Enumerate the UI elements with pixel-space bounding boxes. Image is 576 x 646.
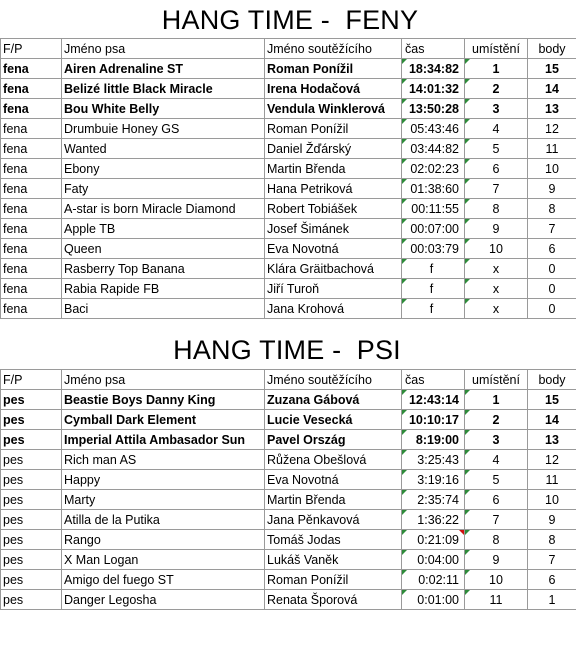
cell-points: 6 — [528, 239, 576, 259]
cell-place: 7 — [465, 510, 528, 530]
cell-dog-name: Airen Adrenaline ST — [62, 59, 265, 79]
cell-fp: pes — [1, 430, 62, 450]
table-row — [1, 390, 576, 410]
cell-points: 10 — [528, 490, 576, 510]
cell-fp: fena — [1, 299, 62, 319]
cell-handler-name: Lukáš Vaněk — [265, 550, 402, 570]
females-title: HANG TIME - FENY — [161, 5, 419, 35]
cell-points: 8 — [528, 199, 576, 219]
males-table-body — [1, 370, 576, 610]
cell-fp: pes — [1, 570, 62, 590]
females-header-row — [1, 39, 576, 59]
table-row — [1, 159, 576, 179]
cell-dog-name: Marty — [62, 490, 265, 510]
table-row — [1, 79, 576, 99]
cell-place: 8 — [465, 530, 528, 550]
males-table — [0, 369, 576, 610]
cell-time: 18:34:82 — [402, 59, 465, 79]
cell-points: 12 — [528, 450, 576, 470]
cell-place: 11 — [465, 590, 528, 610]
cell-dog-name: Happy — [62, 470, 265, 490]
header-time: čas — [402, 39, 465, 59]
cell-points: 1 — [528, 590, 576, 610]
cell-dog-name: Cymball Dark Element — [62, 410, 265, 430]
males-header-row — [1, 370, 576, 390]
table-row — [1, 590, 576, 610]
cell-place: 9 — [465, 219, 528, 239]
cell-dog-name: Atilla de la Putika — [62, 510, 265, 530]
cell-place: 3 — [465, 430, 528, 450]
cell-handler-name: Vendula Winklerová — [265, 99, 402, 119]
cell-fp: pes — [1, 590, 62, 610]
cell-time: 05:43:46 — [402, 119, 465, 139]
cell-points: 7 — [528, 219, 576, 239]
header-handler-name: Jméno soutěžícího — [265, 39, 402, 59]
cell-fp: pes — [1, 470, 62, 490]
cell-handler-name: Tomáš Jodas — [265, 530, 402, 550]
cell-handler-name: Lucie Vesecká — [265, 410, 402, 430]
cell-handler-name: Klára Gräitbachová — [265, 259, 402, 279]
cell-place: 6 — [465, 490, 528, 510]
cell-fp: fena — [1, 259, 62, 279]
cell-handler-name: Irena Hodačová — [265, 79, 402, 99]
females-table — [0, 38, 576, 319]
header-fp: F/P — [1, 39, 62, 59]
cell-time: 12:43:14 — [402, 390, 465, 410]
cell-handler-name: Jana Krohová — [265, 299, 402, 319]
cell-time: 0:04:00 — [402, 550, 465, 570]
cell-fp: fena — [1, 279, 62, 299]
cell-place: 5 — [465, 470, 528, 490]
table-row — [1, 299, 576, 319]
cell-handler-name: Zuzana Gábová — [265, 390, 402, 410]
table-row — [1, 530, 576, 550]
cell-place: 4 — [465, 450, 528, 470]
cell-time: 8:19:00 — [402, 430, 465, 450]
cell-points: 11 — [528, 470, 576, 490]
cell-place: 3 — [465, 99, 528, 119]
cell-handler-name: Hana Petriková — [265, 179, 402, 199]
cell-dog-name: Drumbuie Honey GS — [62, 119, 265, 139]
males-title: HANG TIME - PSI — [173, 335, 401, 365]
cell-fp: fena — [1, 219, 62, 239]
cell-handler-name: Martin Břenda — [265, 490, 402, 510]
cell-fp: pes — [1, 390, 62, 410]
cell-place: 8 — [465, 199, 528, 219]
cell-handler-name: Pavel Ország — [265, 430, 402, 450]
cell-time: 2:35:74 — [402, 490, 465, 510]
cell-time: 1:36:22 — [402, 510, 465, 530]
cell-handler-name: Jana Pěnkavová — [265, 510, 402, 530]
header-points: body — [528, 39, 576, 59]
cell-time: 3:25:43 — [402, 450, 465, 470]
cell-fp: fena — [1, 139, 62, 159]
cell-time: 00:03:79 — [402, 239, 465, 259]
table-row — [1, 119, 576, 139]
cell-points: 0 — [528, 299, 576, 319]
cell-time: 01:38:60 — [402, 179, 465, 199]
cell-handler-name: Roman Ponížil — [265, 570, 402, 590]
cell-fp: fena — [1, 79, 62, 99]
cell-fp: fena — [1, 59, 62, 79]
cell-dog-name: Apple TB — [62, 219, 265, 239]
cell-time: f — [402, 259, 465, 279]
table-row — [1, 510, 576, 530]
cell-dog-name: Rasberry Top Banana — [62, 259, 265, 279]
cell-dog-name: Faty — [62, 179, 265, 199]
cell-points: 0 — [528, 279, 576, 299]
cell-time: 13:50:28 — [402, 99, 465, 119]
cell-fp: pes — [1, 530, 62, 550]
cell-place: x — [465, 259, 528, 279]
females-table-body — [1, 39, 576, 319]
cell-place: x — [465, 299, 528, 319]
table-row — [1, 410, 576, 430]
cell-points: 15 — [528, 390, 576, 410]
cell-points: 13 — [528, 430, 576, 450]
table-row — [1, 279, 576, 299]
cell-dog-name: Amigo del fuego ST — [62, 570, 265, 590]
cell-time: 0:21:09 — [402, 530, 465, 550]
cell-points: 14 — [528, 79, 576, 99]
table-row — [1, 570, 576, 590]
cell-fp: fena — [1, 119, 62, 139]
cell-place: 1 — [465, 59, 528, 79]
cell-handler-name: Eva Novotná — [265, 239, 402, 259]
cell-dog-name: Rango — [62, 530, 265, 550]
cell-place: 2 — [465, 79, 528, 99]
table-row — [1, 450, 576, 470]
cell-points: 14 — [528, 410, 576, 430]
cell-points: 0 — [528, 259, 576, 279]
header-place: umístění — [465, 370, 528, 390]
table-row — [1, 430, 576, 450]
table-row — [1, 59, 576, 79]
cell-place: 6 — [465, 159, 528, 179]
cell-time: 0:02:11 — [402, 570, 465, 590]
cell-time: 0:01:00 — [402, 590, 465, 610]
cell-dog-name: Baci — [62, 299, 265, 319]
table-row — [1, 219, 576, 239]
cell-place: x — [465, 279, 528, 299]
table-row — [1, 99, 576, 119]
cell-time: 02:02:23 — [402, 159, 465, 179]
cell-fp: fena — [1, 199, 62, 219]
cell-place: 7 — [465, 179, 528, 199]
cell-place: 10 — [465, 239, 528, 259]
cell-handler-name: Daniel Žďárský — [265, 139, 402, 159]
cell-place: 2 — [465, 410, 528, 430]
cell-handler-name: Růžena Obešlová — [265, 450, 402, 470]
cell-place: 5 — [465, 139, 528, 159]
cell-time: 14:01:32 — [402, 79, 465, 99]
cell-fp: pes — [1, 410, 62, 430]
cell-time: 3:19:16 — [402, 470, 465, 490]
cell-points: 13 — [528, 99, 576, 119]
table-row — [1, 550, 576, 570]
cell-dog-name: Imperial Attila Ambasador Sun — [62, 430, 265, 450]
cell-fp: pes — [1, 510, 62, 530]
cell-dog-name: A-star is born Miracle Diamond — [62, 199, 265, 219]
cell-points: 7 — [528, 550, 576, 570]
cell-dog-name: Rabia Rapide FB — [62, 279, 265, 299]
header-time: čas — [402, 370, 465, 390]
table-row — [1, 179, 576, 199]
cell-handler-name: Roman Ponížil — [265, 59, 402, 79]
cell-points: 10 — [528, 159, 576, 179]
table-row — [1, 239, 576, 259]
cell-place: 1 — [465, 390, 528, 410]
cell-dog-name: Belizé little Black Miracle — [62, 79, 265, 99]
cell-fp: fena — [1, 99, 62, 119]
cell-handler-name: Roman Ponížil — [265, 119, 402, 139]
table-row — [1, 470, 576, 490]
cell-dog-name: X Man Logan — [62, 550, 265, 570]
header-points: body — [528, 370, 576, 390]
cell-dog-name: Bou White Belly — [62, 99, 265, 119]
cell-points: 9 — [528, 179, 576, 199]
cell-time: 00:07:00 — [402, 219, 465, 239]
cell-fp: fena — [1, 159, 62, 179]
cell-time: 00:11:55 — [402, 199, 465, 219]
cell-handler-name: Martin Břenda — [265, 159, 402, 179]
cell-place: 4 — [465, 119, 528, 139]
cell-points: 6 — [528, 570, 576, 590]
table-row — [1, 199, 576, 219]
header-dog-name: Jméno psa — [62, 39, 265, 59]
cell-points: 8 — [528, 530, 576, 550]
header-fp: F/P — [1, 370, 62, 390]
cell-dog-name: Ebony — [62, 159, 265, 179]
cell-points: 11 — [528, 139, 576, 159]
header-place: umístění — [465, 39, 528, 59]
cell-handler-name: Eva Novotná — [265, 470, 402, 490]
cell-points: 9 — [528, 510, 576, 530]
table-row — [1, 139, 576, 159]
cell-fp: pes — [1, 490, 62, 510]
section-gap — [0, 319, 576, 331]
cell-dog-name: Beastie Boys Danny King — [62, 390, 265, 410]
cell-fp: fena — [1, 179, 62, 199]
cell-time: f — [402, 299, 465, 319]
cell-dog-name: Rich man AS — [62, 450, 265, 470]
cell-time: 03:44:82 — [402, 139, 465, 159]
cell-points: 15 — [528, 59, 576, 79]
cell-fp: pes — [1, 550, 62, 570]
cell-handler-name: Josef Šimánek — [265, 219, 402, 239]
cell-handler-name: Renata Šporová — [265, 590, 402, 610]
cell-dog-name: Wanted — [62, 139, 265, 159]
cell-dog-name: Danger Legosha — [62, 590, 265, 610]
header-handler-name: Jméno soutěžícího — [265, 370, 402, 390]
cell-time: 10:10:17 — [402, 410, 465, 430]
cell-place: 10 — [465, 570, 528, 590]
cell-dog-name: Queen — [62, 239, 265, 259]
cell-time: f — [402, 279, 465, 299]
cell-handler-name: Robert Tobiášek — [265, 199, 402, 219]
cell-fp: fena — [1, 239, 62, 259]
cell-place: 9 — [465, 550, 528, 570]
cell-handler-name: Jiří Turoň — [265, 279, 402, 299]
table-row — [1, 259, 576, 279]
cell-fp: pes — [1, 450, 62, 470]
table-row — [1, 490, 576, 510]
header-dog-name: Jméno psa — [62, 370, 265, 390]
cell-points: 12 — [528, 119, 576, 139]
